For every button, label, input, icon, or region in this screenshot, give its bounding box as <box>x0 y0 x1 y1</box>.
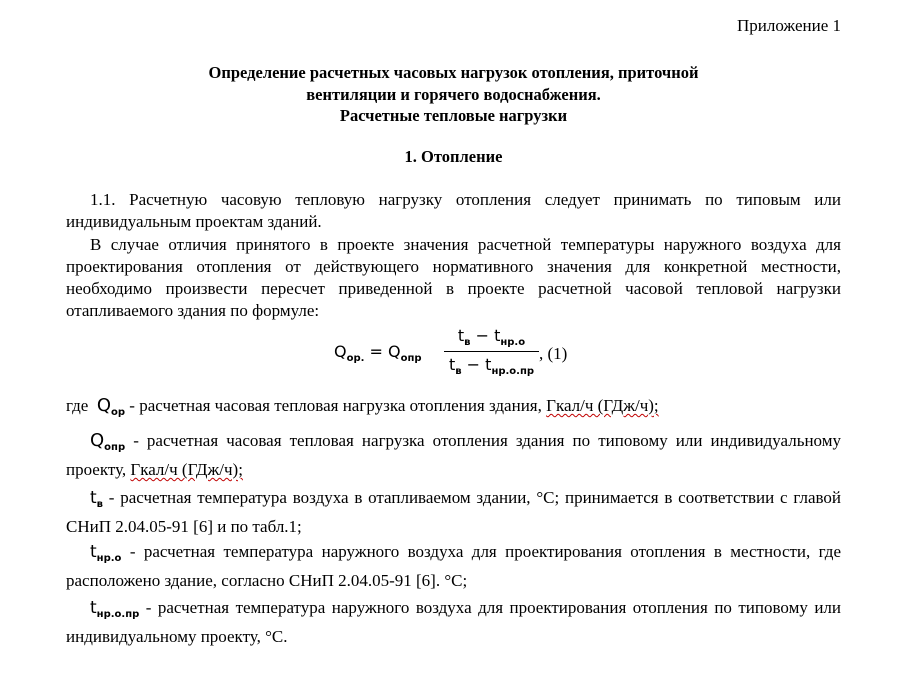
symbol-q-or: $Q_{ор}$ <box>96 395 126 418</box>
title-line-1: Определение расчетных часовых нагрузок отопления, приточной <box>208 63 699 82</box>
symbol-t-nropr: $t_{нр.о.пр}$ <box>90 598 140 620</box>
symbol-t-v: $t_в$ <box>90 488 103 510</box>
title-line-3: Расчетные тепловые нагрузки <box>339 106 568 125</box>
definition-t-v: $t_в$ - расчетная температура воздуха в отапливаемом здании, °С; принимается в соответствии с главой СНиП 2.04.05-91 [6] и по табл.1; <box>66 488 841 536</box>
where-word: где <box>66 396 89 415</box>
unit-text: Гкал/ч (ГДж/ч); <box>546 396 659 415</box>
definition-t-nropr: $t_{нр.о.пр}$ - расчетная температура наружного воздуха для проектирования отопления по типовому или индивидуальному проекту, °С. <box>66 598 841 646</box>
appendix-label: Приложение 1 <box>737 16 841 35</box>
unit-text: Гкал/ч (ГДж/ч); <box>130 460 243 479</box>
paragraph-2: В случае отличия принятого в проекте значения расчетной температуры наружного воздуха для проектирования отопления от действующего нормативного значения для конкретной местности, необходимо произвести пересчет приведенной в проекте расчетной часовой тепловой нагрузки отапливаемого здания по формуле: <box>66 235 841 320</box>
paragraph-1: 1.1. Расчетную часовую тепловую нагрузку отопления следует принимать по типовым или индивидуальным проектам зданий. <box>66 190 841 231</box>
formula-denominator: $t_в - t_{нр.о.пр}$ <box>448 355 535 377</box>
section-heading: 1. Отопление <box>404 147 503 166</box>
document-title <box>66 62 841 127</box>
symbol-q-opr: $Q_{опр}$ <box>90 430 126 453</box>
symbol-t-nro: $t_{нр.о}$ <box>90 542 122 564</box>
definition-q-opr: $Q_{опр}$ - расчетная часовая тепловая нагрузка отопления здания по типовому или индивидуальному проекту, Гкал/ч (ГДж/ч); <box>66 430 841 479</box>
title-line-2: вентиляции и горячего водоснабжения. <box>306 84 601 104</box>
formula-numerator: $t_в - t_{нр.о}$ <box>444 326 539 352</box>
formula-number: , (1) <box>539 344 568 363</box>
definition-q-or: где $Q_{ор}$ - расчетная часовая тепловая нагрузка отопления здания, Гкал/ч (ГДж/ч); <box>66 395 659 418</box>
formula-fraction <box>444 326 539 377</box>
definition-t-nro: $t_{нр.о}$ - расчетная температура наружного воздуха для проектирования отопления в местности, где расположено здание, согласно СНиП 2.04.05-91 [6]. °С; <box>66 542 841 590</box>
formula-lhs: $Q_{ор.} = Q_{опр}$ <box>334 342 422 364</box>
